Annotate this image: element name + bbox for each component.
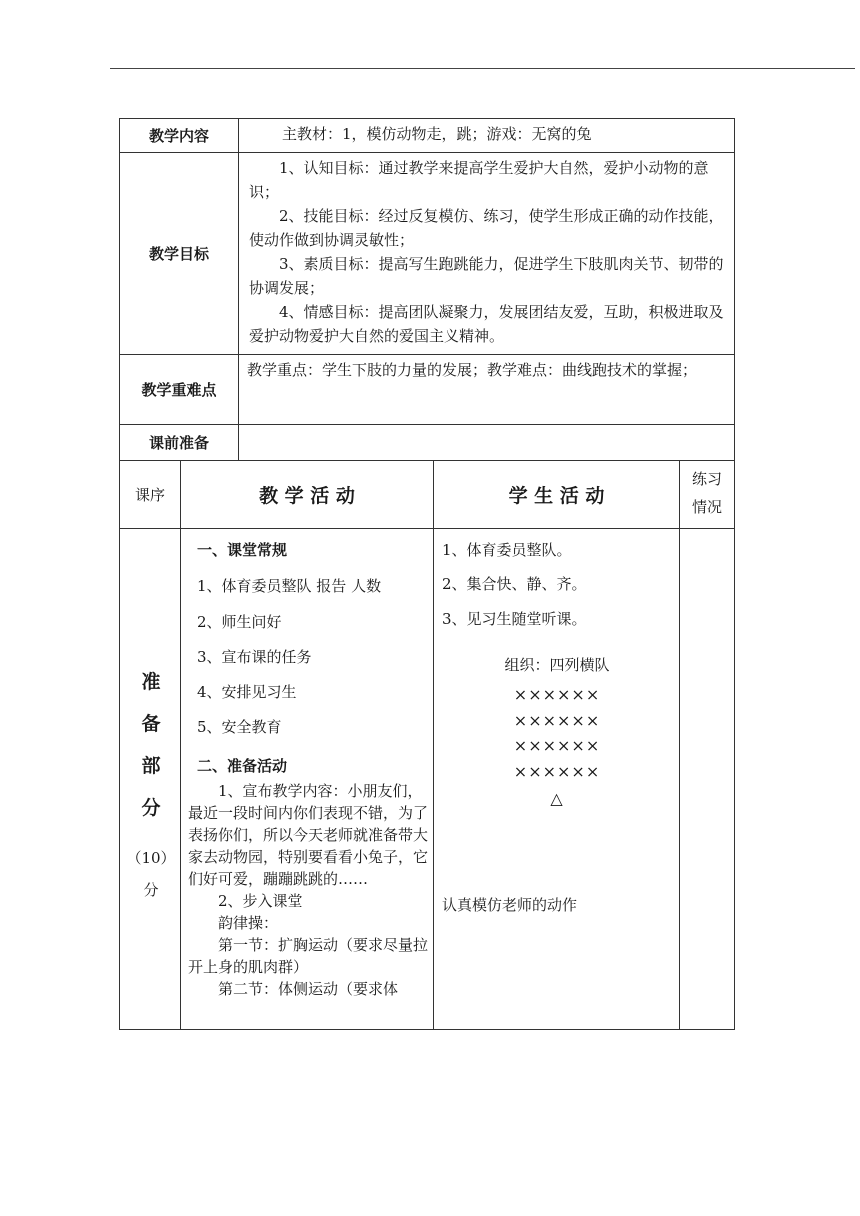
section-cell [119, 528, 181, 1030]
goal-item-cognitive: 1、认知目标：通过教学来提高学生爱护大自然，爱护小动物的意识； [249, 159, 709, 201]
content-value-cell [238, 118, 735, 153]
page-header-rule [110, 68, 855, 69]
header-teacher-cell [180, 460, 434, 529]
routine-item: 2、师生问好 [197, 613, 282, 631]
exercise-section-2: 第二节：体侧运动（要求体 [218, 980, 399, 998]
header-teacher-activity: 教 学 活 动 [259, 485, 355, 507]
rhythm-exercise-label: 韵律操： [218, 914, 279, 932]
formation-label: 组织：四列横队 [504, 656, 610, 674]
goals-label-cell [119, 152, 239, 355]
section-duration-unit: 分 [143, 881, 159, 899]
routine-item: 4、安排见习生 [197, 683, 297, 701]
prep-label-cell [119, 424, 239, 461]
goal-item-quality: 3、素质目标：提高写生跑跳能力，促进学生下肢肌肉关节、韧带的协调发展； [249, 255, 724, 297]
teacher-position-mark: △ [550, 789, 564, 808]
section-duration: （10） [126, 849, 176, 867]
header-student-cell [433, 460, 680, 529]
goals-label: 教学目标 [148, 245, 209, 263]
keypoints-label-cell [119, 354, 239, 425]
formation-row: ×××××× [513, 762, 601, 781]
keypoints-value-cell [238, 354, 735, 425]
header-practice-cell [679, 460, 735, 529]
header-practice-line1: 练习 [691, 470, 722, 488]
section-char-3: 部 [141, 755, 161, 777]
section-char-4: 分 [141, 797, 161, 819]
routine-item: 5、安全教育 [197, 718, 282, 736]
routine-item: 1、体育委员整队 报告 人数 [197, 577, 382, 595]
teacher-activity-cell [180, 528, 434, 1030]
content-label-cell [119, 118, 239, 153]
section-char-1: 准 [141, 671, 161, 693]
content-value: 主教材：1，模仿动物走，跳；游戏：无窝的兔 [282, 125, 592, 143]
goal-item-emotion: 4、情感目标：提高团队凝聚力，发展团结友爱，互助，积极进取及爱护动物爱护大自然的爱国主义精神。 [249, 303, 724, 345]
student-activity-cell [433, 528, 680, 1030]
routine-item: 3、宣布课的任务 [197, 648, 312, 666]
student-item: 1、体育委员整队。 [442, 541, 572, 559]
formation-row: ×××××× [513, 711, 601, 730]
student-item: 3、见习生随堂听课。 [442, 610, 587, 628]
practice-status-cell [679, 528, 735, 1030]
formation-row: ×××××× [513, 685, 601, 704]
header-order: 课序 [134, 486, 165, 504]
prep-label: 课前准备 [148, 434, 209, 452]
header-order-cell [119, 460, 181, 529]
keypoints-label: 教学重难点 [141, 381, 217, 399]
imitate-instruction: 认真模仿老师的动作 [442, 896, 578, 914]
goals-value-cell [238, 152, 735, 355]
header-student-activity: 学 生 活 动 [508, 485, 605, 507]
routine-heading: 一、课堂常规 [197, 541, 288, 559]
keypoints-value: 教学重点：学生下肢的力量的发展；教学难点：曲线跑技术的掌握； [247, 361, 698, 379]
goal-item-skill: 2、技能目标：经过反复模仿、练习，使学生形成正确的动作技能，使动作做到协调灵敏性； [249, 207, 724, 249]
student-item: 2、集合快、静、齐。 [442, 575, 587, 593]
formation-row: ×××××× [513, 736, 601, 755]
header-practice-line2: 情况 [691, 498, 722, 516]
section-char-2: 备 [141, 713, 161, 735]
enter-class-step: 2、步入课堂 [218, 892, 303, 910]
prep-value-cell [238, 424, 735, 461]
lesson-intro: 1、宣布教学内容：小朋友们，最近一段时间内你们表现不错，为了表扬你们，所以今天老师就准备带大家去动物园，特别要看看小兔子，它们好可爱，蹦蹦跳跳的…… [188, 782, 429, 888]
content-label: 教学内容 [148, 127, 209, 145]
exercise-section-1: 第一节：扩胸运动（要求尽量拉开上身的肌肉群） [188, 936, 429, 976]
warmup-heading: 二、准备活动 [197, 757, 288, 775]
